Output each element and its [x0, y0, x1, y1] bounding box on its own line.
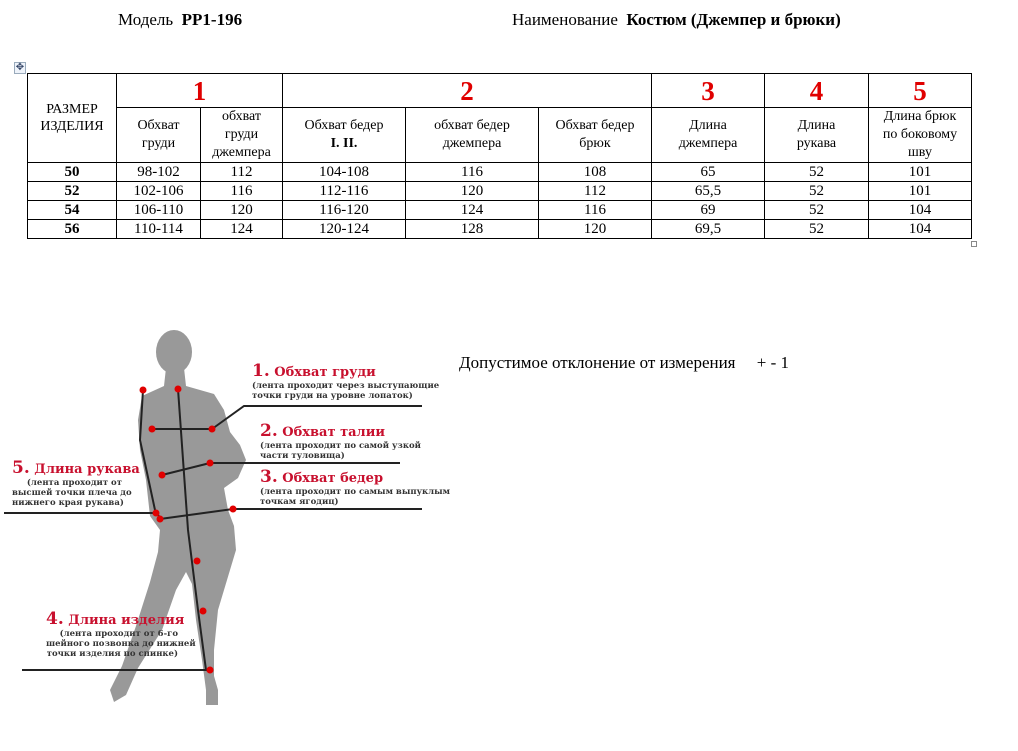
table-row [28, 220, 972, 239]
value-cell: 102-106 [117, 182, 201, 201]
column-header-line: рукава [796, 136, 837, 151]
value-cell: 110-114 [117, 220, 201, 239]
column-header-line: обхват бедер [434, 118, 510, 133]
model-label: Модель [118, 10, 174, 29]
group-number: 3 [652, 74, 765, 108]
size-cell: 50 [28, 163, 117, 182]
group-number: 4 [765, 74, 869, 108]
column-header-line: джемпера [678, 136, 738, 151]
table-row [28, 182, 972, 201]
table-row [28, 201, 972, 220]
value-cell: 98-102 [117, 163, 201, 182]
size-cell: 56 [28, 220, 117, 239]
value-cell: 112-116 [283, 182, 406, 201]
value-cell: 112 [539, 182, 652, 201]
tolerance-text: Допустимое отклонение от измерения [459, 353, 736, 372]
value-cell: 120 [201, 201, 283, 220]
tolerance-note [459, 353, 789, 373]
column-header-line: брюк [579, 136, 611, 151]
value-cell: 101 [869, 163, 972, 182]
value-cell: 104-108 [283, 163, 406, 182]
column-header [869, 108, 972, 163]
model-line [118, 10, 242, 30]
column-header [765, 108, 869, 163]
value-cell: 128 [406, 220, 539, 239]
column-header-line: груди [141, 136, 176, 151]
value-cell: 52 [765, 182, 869, 201]
column-header-line: Длина [689, 118, 727, 133]
value-cell: 65,5 [652, 182, 765, 201]
value-cell: 69 [652, 201, 765, 220]
value-cell: 116-120 [283, 201, 406, 220]
group-number: 2 [283, 74, 652, 108]
value-cell: 52 [765, 201, 869, 220]
column-header [283, 108, 406, 163]
column-header [117, 108, 201, 163]
value-cell: 106-110 [117, 201, 201, 220]
column-header-line: Обхват бедер [555, 118, 635, 133]
column-header-line: джемпера [442, 136, 502, 151]
value-cell: 120-124 [283, 220, 406, 239]
value-cell: 52 [765, 163, 869, 182]
size-cell: 52 [28, 182, 117, 201]
group-number: 1 [117, 74, 283, 108]
table-resize-handle[interactable] [971, 241, 977, 247]
column-header-line: I. II. [330, 136, 358, 151]
label-waist-girth: 2. Обхват талии (лента проходит по самой узкой части туловища) [260, 421, 421, 461]
model-value: РР1-196 [181, 10, 243, 29]
value-cell: 120 [539, 220, 652, 239]
column-header [539, 108, 652, 163]
column-header [652, 108, 765, 163]
column-header-line: Обхват бедер [304, 118, 384, 133]
label-chest-girth: 1. Обхват груди (лента проходит через выступающие точки груди на уровне лопаток) [252, 361, 440, 401]
value-cell: 116 [201, 182, 283, 201]
value-cell: 124 [406, 201, 539, 220]
value-cell: 52 [765, 220, 869, 239]
size-cell: 54 [28, 201, 117, 220]
column-header-line: по боковому [882, 127, 958, 142]
label-garment-length: 4. Длина изделия (лента проходит от 6-го шейного позвонка до нижней точки изделия по спинке) [46, 609, 196, 659]
value-cell: 69,5 [652, 220, 765, 239]
column-header-line: шву [908, 145, 932, 160]
column-header [201, 108, 283, 163]
table-move-handle-icon[interactable]: ✥ [15, 62, 25, 73]
value-cell: 108 [539, 163, 652, 182]
name-line [512, 10, 841, 30]
column-header-line: Длина брюк [883, 109, 957, 124]
column-header [406, 108, 539, 163]
column-header-line: груди [224, 127, 259, 142]
column-header-line: Длина [797, 118, 836, 133]
size-table [27, 73, 972, 239]
value-cell: 104 [869, 220, 972, 239]
value-cell: 116 [539, 201, 652, 220]
column-header-line: Обхват [137, 118, 180, 133]
label-sleeve-length: 5. Длина рукава (лента проходит от высшей точки плеча до нижнего края рукава) [12, 458, 140, 508]
value-cell: 116 [406, 163, 539, 182]
value-cell: 104 [869, 201, 972, 220]
column-header-line: обхват [222, 109, 261, 124]
column-header-line: джемпера [212, 145, 271, 160]
label-hip-girth: 3. Обхват бедер (лента проходит по самым выпуклым точкам ягодиц) [260, 467, 451, 507]
value-cell: 120 [406, 182, 539, 201]
tolerance-value: + - 1 [756, 353, 789, 372]
value-cell: 65 [652, 163, 765, 182]
name-label: Наименование [512, 10, 618, 29]
value-cell: 101 [869, 182, 972, 201]
group-number: 5 [869, 74, 972, 108]
table-row [28, 163, 972, 182]
value-cell: 112 [201, 163, 283, 182]
value-cell: 124 [201, 220, 283, 239]
size-header: РАЗМЕР ИЗДЕЛИЯ [28, 74, 117, 163]
name-value: Костюм (Джемпер и брюки) [626, 10, 841, 29]
